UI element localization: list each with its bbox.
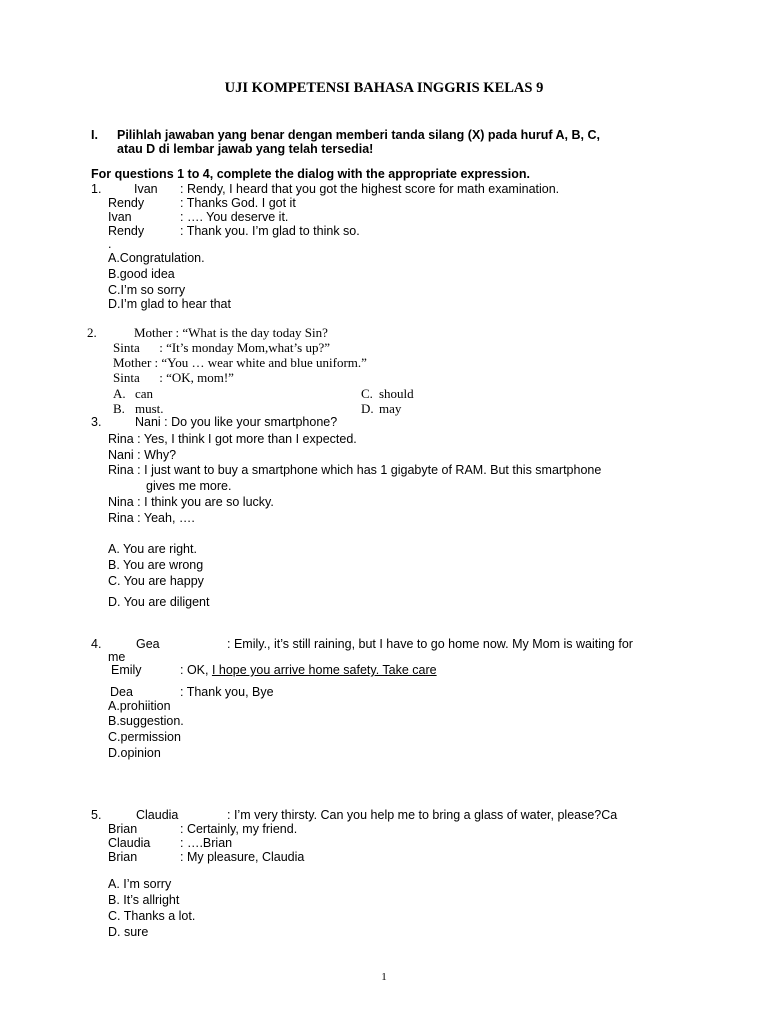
dialog-line: Rina : I just want to buy a smartphone which has 1 gigabyte of RAM. But this smartphone <box>108 463 602 477</box>
dialog-line: gives me more. <box>146 479 232 493</box>
answer-option: D.opinion <box>108 746 161 760</box>
answer-option: C.I’m so sorry <box>108 283 186 297</box>
dialog-prefix: : OK, <box>180 663 212 677</box>
dialog-speaker: Rendy <box>108 224 145 238</box>
answer-option: B.good idea <box>108 267 175 281</box>
dialog-speaker: Emily <box>111 663 142 677</box>
dialog-line: : Thanks God. I got it <box>180 196 296 210</box>
dialog-speaker: Rendy <box>108 196 145 210</box>
section-instruction-line1: Pilihlah jawaban yang benar dengan memberi tanda silang (X) pada huruf A, B, C, <box>117 128 600 142</box>
answer-option-letter: D. <box>361 401 374 416</box>
dialog-line: : Rendy, I heard that you got the highest score for math examination. <box>180 182 560 196</box>
stray-dot: . <box>108 237 112 251</box>
dialog-line: : I’m very thirsty. Can you help me to bring a glass of water, please?Ca <box>227 808 618 822</box>
answer-option: B. You are wrong <box>108 558 204 572</box>
question-number: 3. <box>91 415 102 429</box>
answer-option: A. I’m sorry <box>108 877 172 891</box>
dialog-line: Sinta : “It’s monday Mom,what’s up?” <box>113 340 331 355</box>
dialog-speaker: Ivan <box>134 182 158 196</box>
dialog-line: : Emily., it’s still raining, but I have to go home now. My Mom is waiting for <box>227 637 633 651</box>
answer-option: B. It’s allright <box>108 893 180 907</box>
section-instruction-line2: atau D di lembar jawab yang telah tersedia! <box>117 142 374 156</box>
dialog-line: : Thank you. I’m glad to think so. <box>180 224 360 238</box>
answer-option-letter: A. <box>113 386 126 401</box>
dialog-line: Rina : Yeah, …. <box>108 511 195 525</box>
dialog-line: : …. You deserve it. <box>180 210 289 224</box>
dialog-line: : My pleasure, Claudia <box>180 850 305 864</box>
dialog-line: : Thank you, Bye <box>180 685 274 699</box>
underlined-expression: I hope you arrive home safety. Take care <box>211 663 437 677</box>
questions-instruction: For questions 1 to 4, complete the dialog with the appropriate expression. <box>91 167 530 181</box>
dialog-speaker: Ivan <box>108 210 132 224</box>
answer-option: can <box>135 386 154 401</box>
answer-option: A.Congratulation. <box>108 251 205 265</box>
dialog-line <box>180 664 437 677</box>
dialog-speaker: Brian <box>108 850 138 864</box>
dialog-speaker: Brian <box>108 822 138 836</box>
dialog-speaker: Claudia <box>136 808 179 822</box>
dialog-line: Nani : Why? <box>108 448 177 462</box>
answer-option: may <box>379 401 402 416</box>
question-number: 2. <box>87 325 97 340</box>
document-title: UJI KOMPETENSI BAHASA INGGRIS KELAS 9 <box>224 80 544 96</box>
dialog-line-continued: me <box>108 650 126 664</box>
section-number: I. <box>91 128 98 142</box>
question-number: 4. <box>91 637 102 651</box>
question-number: 1. <box>91 182 102 196</box>
answer-option: should <box>379 386 414 401</box>
dialog-line: Mother : “What is the day today Sin? <box>134 325 328 340</box>
answer-option-letter: B. <box>113 401 125 416</box>
question-number: 5. <box>91 808 102 822</box>
dialog-line: Nani : Do you like your smartphone? <box>135 415 338 429</box>
answer-option: A.prohiition <box>108 699 171 713</box>
dialog-speaker: Gea <box>136 637 160 651</box>
dialog-speaker: Claudia <box>108 836 151 850</box>
dialog-line: : ….Brian <box>180 836 233 850</box>
answer-option: D.I’m glad to hear that <box>108 297 231 311</box>
dialog-speaker: Dea <box>110 685 133 699</box>
answer-option-letter: C. <box>361 386 373 401</box>
dialog-line: Sinta : “OK, mom!” <box>113 370 234 385</box>
answer-option: C.permission <box>108 730 181 744</box>
answer-option: C. Thanks a lot. <box>108 909 196 923</box>
answer-option: D. You are diligent <box>108 595 210 609</box>
answer-option: must. <box>135 401 164 416</box>
answer-option: A. You are right. <box>108 542 197 556</box>
page-number: 1 <box>381 971 387 983</box>
dialog-line: Mother : “You … wear white and blue uniform.” <box>113 355 367 370</box>
answer-option: C. You are happy <box>108 574 204 588</box>
dialog-line: Rina : Yes, I think I got more than I expected. <box>108 432 357 446</box>
answer-option: B.suggestion. <box>108 714 184 728</box>
dialog-line: Nina : I think you are so lucky. <box>108 495 274 509</box>
dialog-line: : Certainly, my friend. <box>180 822 298 836</box>
answer-option: D. sure <box>108 925 149 939</box>
